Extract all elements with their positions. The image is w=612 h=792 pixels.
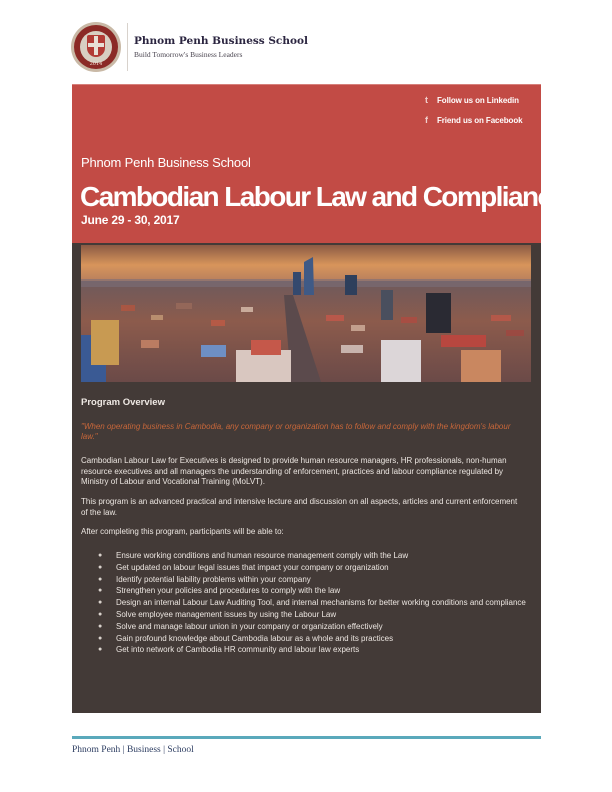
bullet-icon: ● xyxy=(98,610,103,618)
social-links xyxy=(425,90,522,130)
list-item: ● Solve employee management issues by using the Labour Law xyxy=(98,609,337,619)
list-item: ● Ensure working conditions and human resource management comply with the Law xyxy=(98,551,409,560)
page-title: Cambodian Labour Law and Compliance xyxy=(80,181,566,212)
list-item: ● Solve and manage labour union in your company or organization effectively xyxy=(98,621,383,631)
list-item: ● Strengthen your policies and procedures to comply with the law xyxy=(98,586,341,596)
twitter-icon: t xyxy=(425,95,428,105)
list-item: ● Design an internal Labour Law Auditing Tool, and internal mechanisms for better working conditions and compliance xyxy=(98,598,526,608)
bullet-icon: ● xyxy=(98,622,103,630)
bullet-icon: ● xyxy=(98,634,103,642)
seal-year: 2014 xyxy=(89,61,103,67)
overview-quote: "When operating business in Cambodia, any company or organization has to follow and comply with the kingdom's labour law." xyxy=(81,422,511,441)
social-link-label[interactable]: Follow us on Linkedin xyxy=(437,95,519,105)
footer-text: Phnom Penh | Business | School xyxy=(72,745,194,755)
event-date: June 29 - 30, 2017 xyxy=(81,213,180,227)
bullet-icon: ● xyxy=(98,575,103,583)
hero-school-name: Phnom Penh Business School xyxy=(81,155,251,170)
brand-name: Phnom Penh Business School xyxy=(134,35,308,47)
list-item: ● Gain profound knowledge about Cambodia labour as a whole and its practices xyxy=(98,633,394,643)
overview-paragraph: Cambodian Labour Law for Executives is designed to provide human resource managers, HR professionals, non-human resource executives and all managers the understanding of enforcement, practices and labour compliance regulated by Ministry of Labour and Vocational Training (MoLVT). xyxy=(81,456,507,486)
facebook-icon: f xyxy=(425,115,428,125)
overview-paragraph: After completing this program, participants will be able to: xyxy=(81,527,284,536)
school-seal-logo xyxy=(71,22,121,72)
bullet-icon: ● xyxy=(98,599,103,607)
bullet-icon: ● xyxy=(98,552,103,559)
section-heading-program-overview: Program Overview xyxy=(81,397,165,408)
bullet-icon: ● xyxy=(98,646,103,654)
brand-tagline: Build Tomorrow's Business Leaders xyxy=(134,50,243,59)
social-link-linkedin[interactable] xyxy=(425,90,522,110)
bullet-icon: ● xyxy=(98,587,103,595)
list-item: ● Get updated on labour legal issues that impact your company or organization xyxy=(98,562,389,572)
learning-outcomes-list xyxy=(98,550,528,656)
list-item: ● Get into network of Cambodia HR community and labour law experts xyxy=(98,645,360,655)
brand-header xyxy=(71,21,308,73)
social-link-facebook[interactable] xyxy=(425,110,522,130)
overview-paragraph: This program is an advanced practical and intensive lecture and discussion on all aspects, articles and current enforcement of the law. xyxy=(81,497,518,517)
list-item: ● Identify potential liability problems within your company xyxy=(98,574,311,584)
social-link-label[interactable]: Friend us on Facebook xyxy=(437,115,523,125)
brand-divider xyxy=(127,23,128,71)
footer-divider xyxy=(72,736,541,739)
cityscape-image xyxy=(81,245,531,382)
bullet-icon: ● xyxy=(98,563,103,571)
